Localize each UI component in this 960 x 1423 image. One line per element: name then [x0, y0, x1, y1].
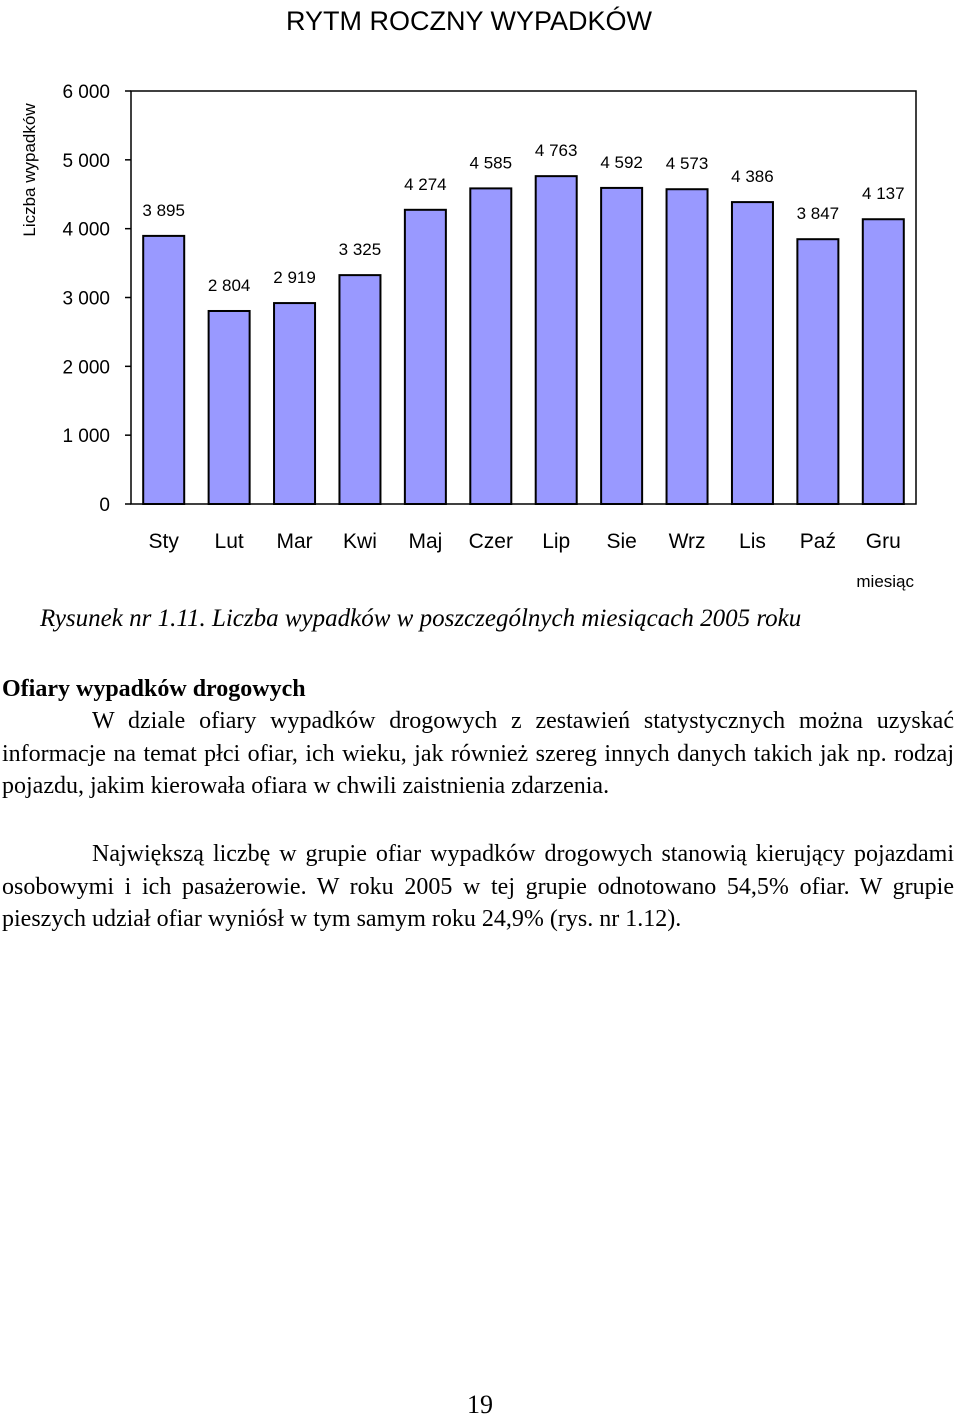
category-label-kwi: Kwi	[343, 530, 377, 553]
y-axis-label: Liczba wypadków	[20, 103, 39, 237]
bar-wrz	[667, 189, 708, 504]
bar-mar	[274, 303, 315, 504]
category-label-wrz: Wrz	[668, 530, 706, 553]
bar-lis	[732, 202, 773, 504]
x-axis-categories	[149, 530, 901, 553]
category-label-lip: Lip	[542, 530, 571, 553]
paragraph-2: Największą liczbę w grupie ofiar wypadków drogowych stanowią kierujący pojazdami osobowymi i ich pasażerowie. W roku 2005 w tej grupie odnotowano 54,5% ofiar. W grupie pieszych udział ofiar wyniósł w tym samym roku 24,9% (rys. nr 1.12).	[2, 841, 954, 933]
category-label-paź: Paź	[799, 530, 836, 553]
bar-gru	[863, 219, 904, 504]
bar-chart	[0, 0, 960, 600]
category-label-lis: Lis	[739, 530, 766, 553]
y-tick-label: 5 000	[62, 150, 110, 172]
value-label-lut: 2 804	[207, 275, 251, 295]
bar-lip	[536, 176, 577, 504]
x-axis-label: miesiąc	[856, 572, 914, 591]
value-label-sie: 4 592	[600, 152, 643, 172]
section-heading: Ofiary wypadków drogowych	[2, 676, 306, 702]
y-tick-label: 4 000	[62, 219, 110, 241]
bars	[143, 176, 904, 504]
category-label-lut: Lut	[214, 530, 244, 553]
value-label-paź: 3 847	[796, 204, 840, 224]
bar-sty	[143, 236, 184, 504]
bar-kwi	[339, 275, 380, 504]
bar-sie	[601, 188, 642, 504]
y-tick-label: 2 000	[62, 357, 110, 379]
bar-paź	[797, 239, 838, 504]
bar-czer	[470, 188, 511, 504]
y-tick-label: 0	[99, 495, 110, 516]
category-label-mar: Mar	[276, 530, 313, 553]
y-tick-label: 6 000	[62, 82, 110, 103]
value-label-kwi: 3 325	[338, 240, 382, 260]
category-label-sie: Sie	[606, 530, 637, 553]
y-tick-label: 1 000	[62, 426, 110, 448]
paragraph-1: W dziale ofiary wypadków drogowych z zestawień statystycznych można uzyskać informacje na temat płci ofiar, ich wieku, jak również szereg innych danych takich jak np. rodzaj pojazdu, jakim kierowała ofiara w chwili zaistnienia zdarzenia.	[2, 708, 954, 800]
category-label-gru: Gru	[865, 530, 901, 553]
value-label-czer: 4 585	[469, 153, 513, 173]
figure-caption: Rysunek nr 1.11. Liczba wypadków w poszczególnych miesiącach 2005 roku	[40, 605, 802, 632]
value-label-lis: 4 386	[731, 167, 774, 187]
bar-lut	[209, 311, 250, 504]
category-label-czer: Czer	[468, 530, 513, 553]
value-label-maj: 4 274	[404, 174, 447, 194]
y-tick-label: 3 000	[62, 288, 110, 310]
value-label-wrz: 4 573	[665, 154, 709, 174]
value-label-gru: 4 137	[862, 184, 905, 204]
bar-maj	[405, 210, 446, 504]
page-number: 19	[467, 1390, 493, 1419]
value-label-lip: 4 763	[534, 141, 578, 161]
value-labels	[142, 141, 904, 295]
value-label-sty: 3 895	[142, 200, 185, 220]
category-label-sty: Sty	[148, 530, 179, 553]
y-axis-ticks	[62, 82, 131, 516]
chart-title: RYTM ROCZNY WYPADKÓW	[285, 6, 653, 36]
category-label-maj: Maj	[408, 530, 443, 553]
value-label-mar: 2 919	[273, 268, 316, 288]
